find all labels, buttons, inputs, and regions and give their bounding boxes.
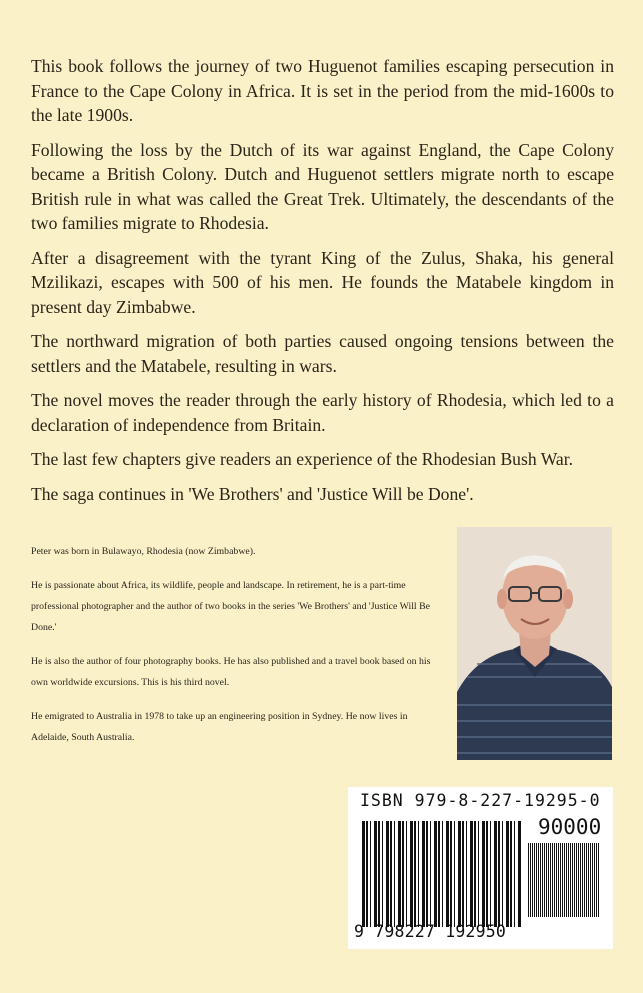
barcode-bar xyxy=(390,821,392,927)
price-code: 90000 xyxy=(538,815,602,839)
barcode-bar xyxy=(466,821,467,927)
barcode-bar xyxy=(596,843,597,917)
barcode-bar xyxy=(574,843,575,917)
barcode-bar xyxy=(528,843,529,917)
barcode-bar xyxy=(594,843,595,917)
barcode-bar xyxy=(578,843,579,917)
blurb-paragraph: The saga continues in 'We Brothers' and 'Justice Will be Done'. xyxy=(31,483,474,504)
author-bio xyxy=(31,541,441,762)
ean-digits: 9 798227 192950 xyxy=(354,922,507,941)
blurb-paragraph: Following the loss by the Dutch of its war against England, the Cape Colony became a British Colony. Dutch and Huguenot settlers migrate north to escape British rule in what was called the Great Trek. Ultimately, the descendants of the two families migrate to Rhodesia. xyxy=(31,139,614,233)
barcode-bar xyxy=(506,821,509,927)
barcode-bar xyxy=(382,821,383,927)
bio-paragraph: Peter was born in Bulawayo, Rhodesia (now Zimbabwe). xyxy=(31,546,256,557)
bio-paragraph: He emigrated to Australia in 1978 to take up an engineering position in Sydney. He now lives in Adelaide, South Australia. xyxy=(31,711,408,743)
barcode-bar xyxy=(552,843,553,917)
barcode-bar xyxy=(394,821,395,927)
barcode-bar xyxy=(498,821,500,927)
barcode-bar xyxy=(540,843,541,917)
barcode-bar xyxy=(514,821,515,927)
back-cover-blurb xyxy=(31,54,614,516)
author-portrait-illustration xyxy=(457,527,612,760)
barcode-bar xyxy=(586,843,587,917)
barcode-bar xyxy=(374,821,377,927)
barcode-bar xyxy=(478,821,479,927)
barcode-bar xyxy=(474,821,476,927)
barcode-bar xyxy=(398,821,401,927)
barcode-bar xyxy=(554,843,555,917)
isbn-barcode xyxy=(348,787,613,949)
barcode-bar xyxy=(598,843,599,917)
barcode-bar xyxy=(568,843,569,917)
barcode-bar xyxy=(438,821,440,927)
barcode-bar xyxy=(560,843,561,917)
barcode-bar xyxy=(366,821,368,927)
blurb-paragraph: The novel moves the reader through the early history of Rhodesia, which led to a declaration of independence from Britain. xyxy=(31,390,614,435)
barcode-bar xyxy=(406,821,407,927)
barcode-bar xyxy=(422,821,425,927)
barcode-bar xyxy=(566,843,567,917)
barcode-bar xyxy=(576,843,577,917)
bio-paragraph: He is also the author of four photography books. He has also published and a travel book based on his own worldwide excursions. This is his third novel. xyxy=(31,656,431,688)
barcode-bar xyxy=(462,821,464,927)
barcode-bar xyxy=(386,821,389,927)
blurb-paragraph: The last few chapters give readers an experience of the Rhodesian Bush War. xyxy=(31,449,573,469)
barcode-bar xyxy=(426,821,428,927)
blurb-paragraph: This book follows the journey of two Huguenot families escaping persecution in France to the Cape Colony in Africa. It is set in the period from the mid-1600s to the late 1900s. xyxy=(31,56,614,125)
barcode-bar xyxy=(550,843,551,917)
barcode-bar xyxy=(502,821,503,927)
barcode-bar xyxy=(458,821,461,927)
bio-paragraph: He is passionate about Africa, its wildlife, people and landscape. In retirement, he is a part-time professional photographer and the author of two books in the series 'We Brothers' and 'Justice Will Be Done.' xyxy=(31,580,430,633)
barcode-bar xyxy=(494,821,497,927)
barcode-bar xyxy=(402,821,404,927)
barcode-bar xyxy=(486,821,488,927)
barcode-bar xyxy=(442,821,443,927)
barcode-bar xyxy=(532,843,533,917)
barcode-bar xyxy=(370,821,371,927)
barcode-bar xyxy=(434,821,437,927)
isbn-label: ISBN 979-8-227-19295-0 xyxy=(360,791,601,810)
barcode-bar xyxy=(534,843,535,917)
blurb-paragraph: The northward migration of both parties caused ongoing tensions between the settlers and the Matabele, resulting in wars. xyxy=(31,331,614,376)
barcode-bar xyxy=(418,821,419,927)
barcode-bar xyxy=(470,821,473,927)
barcode-bar xyxy=(362,821,365,927)
barcode-bar xyxy=(530,843,531,917)
barcode-bar xyxy=(446,821,449,927)
barcode-bar xyxy=(590,843,591,917)
barcode-bar xyxy=(454,821,455,927)
barcode-bar xyxy=(582,843,583,917)
barcode-bar xyxy=(414,821,416,927)
barcode-bar xyxy=(558,843,559,917)
barcode-bar xyxy=(542,843,543,917)
barcode-bar xyxy=(548,843,549,917)
barcode-bar xyxy=(536,843,537,917)
barcode-bar xyxy=(546,843,547,917)
barcode-bar xyxy=(410,821,413,927)
barcode-bar xyxy=(572,843,573,917)
barcode-bar xyxy=(544,843,545,917)
author-photo xyxy=(457,527,612,760)
barcode-bar xyxy=(518,821,521,927)
barcode-bar xyxy=(538,843,539,917)
barcode-bar xyxy=(570,843,571,917)
barcode-bar xyxy=(588,843,589,917)
barcode-bar xyxy=(378,821,380,927)
barcode-bar xyxy=(490,821,491,927)
barcode-bar xyxy=(450,821,452,927)
barcode-bar xyxy=(430,821,431,927)
barcode-bar xyxy=(556,843,557,917)
barcode-bar xyxy=(580,843,581,917)
blurb-paragraph: After a disagreement with the tyrant King of the Zulus, Shaka, his general Mzilikazi, escapes with 500 of his men. He founds the Matabele kingdom in present day Zimbabwe. xyxy=(31,247,614,317)
barcode-bar xyxy=(584,843,585,917)
barcode-bar xyxy=(564,843,565,917)
barcode-bar xyxy=(562,843,563,917)
barcode-bar xyxy=(592,843,593,917)
barcode-bar xyxy=(482,821,485,927)
barcode-bar xyxy=(510,821,512,927)
